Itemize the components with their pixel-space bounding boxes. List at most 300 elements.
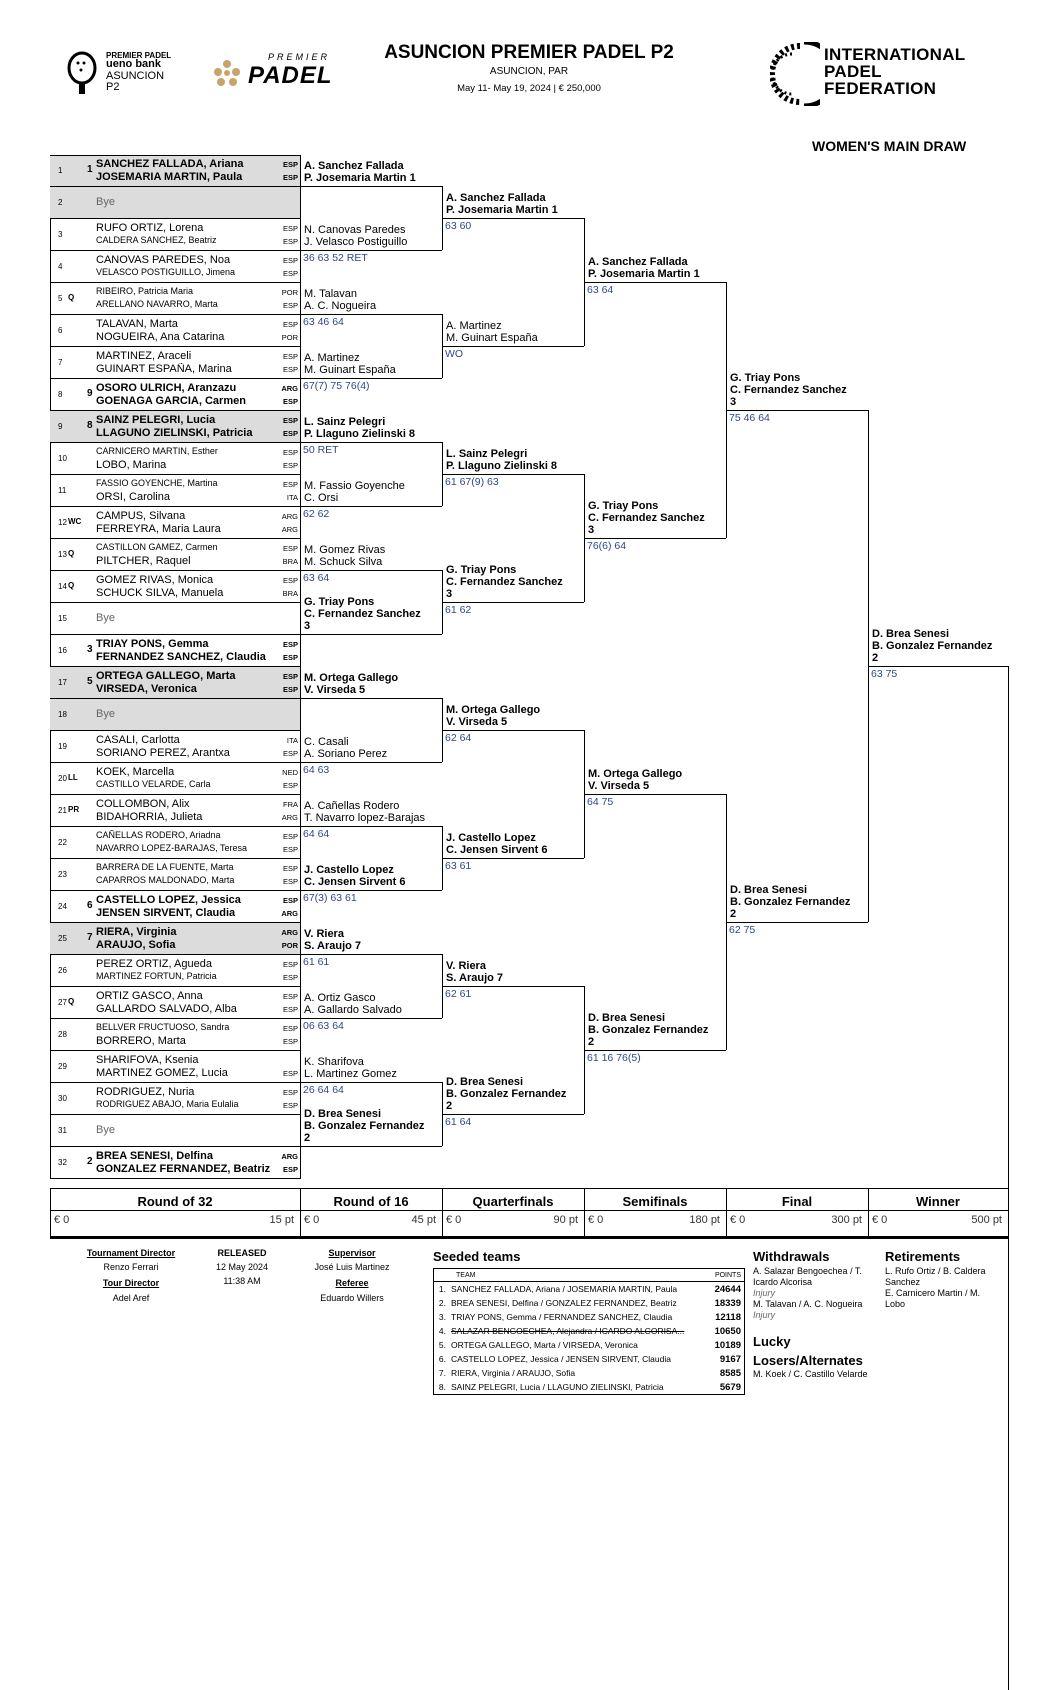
seed-rank: 2. <box>438 1298 446 1308</box>
sf-team-2-seed: 3 <box>588 524 595 536</box>
player-1-name: RUFO ORTIZ, Lorena <box>96 222 204 234</box>
r1-connector-11 <box>300 795 301 859</box>
seeded-teams-table <box>433 1268 745 1395</box>
r16-score-3: 63 46 64 <box>303 316 344 328</box>
qf-line-8 <box>442 1114 584 1115</box>
sf-line-1 <box>584 282 726 283</box>
r1-connector-8 <box>300 603 301 667</box>
qf-team-8-player-b: B. Gonzalez Fernandez <box>446 1088 567 1100</box>
player-2-name: GUINART ESPAÑA, Marina <box>96 363 232 375</box>
points-round-3: Quarterfinals <box>472 1194 554 1209</box>
ranking-points-2: 45 pt <box>411 1214 436 1226</box>
sf-team-3-player-a: M. Ortega Gallego <box>588 768 683 780</box>
draw-position-number: 9 <box>58 422 63 431</box>
draw-line-16 <box>50 635 300 667</box>
r16-team-2-player-a: N. Canovas Paredes <box>304 224 406 236</box>
player-1-nation: ESP <box>282 320 298 329</box>
r16-team-8-player-a: G. Triay Pons <box>304 596 375 608</box>
player-2-name: ARELLANO NAVARRO, Marta <box>96 299 218 309</box>
logo-line-1: PREMIER PADEL <box>106 51 172 60</box>
player-2-nation: ITA <box>286 493 298 502</box>
sf-team-4-player-b: B. Gonzalez Fernandez <box>588 1024 709 1036</box>
draw-line-17 <box>50 667 300 699</box>
qf-line-6 <box>442 858 584 859</box>
r1-connector-16 <box>300 1115 301 1179</box>
r16-team-7-player-b: M. Schuck Silva <box>304 556 383 568</box>
player-1-nation: ESP <box>282 896 298 905</box>
r16-score-5: 50 RET <box>303 444 339 456</box>
round1-top-border <box>50 155 300 156</box>
points-mid-border <box>50 1210 1008 1211</box>
qf-score-2: WO <box>445 348 464 360</box>
sf-score-1: 63 64 <box>587 284 614 296</box>
seeded-team-row <box>434 1352 744 1366</box>
seeded-teams-header: TEAM POINTS <box>434 1269 744 1282</box>
draw-position-number: 22 <box>58 838 67 847</box>
seed-rank: 1. <box>438 1284 446 1294</box>
seed-number: 8 <box>87 420 93 431</box>
draw-line-13 <box>50 539 300 571</box>
draw-line-11 <box>50 475 300 507</box>
logo-line-2: ueno bank <box>106 58 162 70</box>
draw-line-10 <box>50 443 300 475</box>
draw-line-24 <box>50 891 300 923</box>
final-team-1-player-b: C. Fernandez Sanchez <box>730 384 847 396</box>
r16-score-6: 62 62 <box>303 508 330 520</box>
points-divider-5 <box>868 1188 869 1236</box>
seed-rank: 3. <box>438 1312 446 1322</box>
seed-number: 9 <box>87 388 93 399</box>
draw-position-number: 26 <box>58 966 67 975</box>
r16-team-1-player-b: P. Josemaria Martin 1 <box>304 172 416 184</box>
draw-line-1 <box>50 155 300 187</box>
points-round-4: Semifinals <box>622 1194 688 1209</box>
seeded-team-row <box>434 1366 744 1380</box>
r1-connector-1 <box>300 155 301 219</box>
seeded-team-row <box>434 1324 744 1338</box>
qf-team-8-player-a: D. Brea Senesi <box>446 1076 524 1088</box>
points-divider-2 <box>442 1188 443 1236</box>
released-date: 12 May 2024 <box>215 1262 269 1272</box>
player-1-nation: POR <box>281 288 298 297</box>
entry-tag: WC <box>68 517 82 526</box>
final-line-2 <box>726 922 868 923</box>
r16-score-11: 64 64 <box>303 828 330 840</box>
lucky-losers-title: Lucky Losers/Alternates <box>753 1334 863 1368</box>
draw-position-number: 23 <box>58 870 67 879</box>
player-2-name: ORSI, Carolina <box>96 491 170 503</box>
player-2-name: JENSEN SIRVENT, Claudia <box>96 907 236 919</box>
r16-line-1 <box>300 186 442 187</box>
seed-team-names: BREA SENESI, Delfina / GONZALEZ FERNANDEZ, Beatriz <box>451 1298 677 1308</box>
r16-team-2-player-b: J. Velasco Postiguillo <box>304 236 408 248</box>
ipf-logo-icon <box>770 42 820 106</box>
seed-number: 2 <box>87 1156 93 1167</box>
r16-score-2: 36 63 52 RET <box>303 252 368 264</box>
ipf-logo-text: INTERNATIONAL PADEL FEDERATION <box>824 45 966 98</box>
player-2-name: MARTINEZ GOMEZ, Lucia <box>96 1067 228 1079</box>
player-2-nation: ESP <box>282 237 298 246</box>
sf-team-2-player-a: G. Triay Pons <box>588 500 659 512</box>
player-2-name: CASTILLO VELARDE, Carla <box>96 779 211 789</box>
r1-connector-12 <box>300 859 301 923</box>
qf-line-5 <box>442 730 584 731</box>
tour-director-name: Adel Aref <box>112 1293 150 1303</box>
player-2-nation: ESP <box>282 1165 298 1174</box>
prize-money-3: € 0 <box>446 1214 462 1226</box>
player-2-nation: ESP <box>282 973 298 982</box>
player-1-name: RIERA, Virginia <box>96 926 177 938</box>
player-1-name: SHARIFOVA, Ksenia <box>96 1054 199 1066</box>
player-1-name: CASTELLO LOPEZ, Jessica <box>96 894 241 906</box>
qf-line-1 <box>442 218 584 219</box>
sf-team-2-player-b: C. Fernandez Sanchez <box>588 512 705 524</box>
winner-team-1-player-a: D. Brea Senesi <box>872 628 950 640</box>
seed-rank: 6. <box>438 1354 446 1364</box>
player-1-nation: ESP <box>282 672 298 681</box>
r1-connector-14 <box>300 987 301 1051</box>
player-2-nation: ESP <box>282 397 298 406</box>
player-1-nation: ESP <box>282 224 298 233</box>
final-score-1: 75 46 64 <box>729 412 770 424</box>
qf-team-2-player-a: A. Martinez <box>446 320 502 332</box>
qf-team-5-player-a: M. Ortega Gallego <box>446 704 541 716</box>
r16-team-4-player-a: A. Martinez <box>304 352 360 364</box>
r16-team-9-player-b: V. Virseda 5 <box>304 684 366 696</box>
sf-line-2 <box>584 538 726 539</box>
seed-number: 1 <box>87 164 93 175</box>
prize-money-4: € 0 <box>588 1214 604 1226</box>
qf-team-7-player-a: V. Riera <box>446 960 486 972</box>
seed-points: 12118 <box>715 1311 741 1323</box>
r16-score-13: 61 61 <box>303 956 330 968</box>
draw-position-number: 17 <box>58 678 67 687</box>
player-2-nation: ESP <box>282 1037 298 1046</box>
draw-line-26 <box>50 955 300 987</box>
player-2-nation: ESP <box>282 365 298 374</box>
player-1-nation: ESP <box>282 448 298 457</box>
qf-team-1-player-b: P. Josemaria Martin 1 <box>446 204 558 216</box>
player-2-name: VELASCO POSTIGUILLO, Jimena <box>96 267 236 277</box>
player-2-name: PILTCHER, Raquel <box>96 555 191 567</box>
player-1-name: CASTILLON GAMEZ, Carmen <box>96 542 218 552</box>
player-2-nation: ARG <box>281 525 298 534</box>
r16-team-1-player-a: A. Sanchez Fallada <box>304 160 404 172</box>
r1-connector-2 <box>300 219 301 283</box>
player-2-name: VIRSEDA, Veronica <box>96 683 197 695</box>
r16-line-13 <box>300 954 442 955</box>
player-2-name: GOENAGA GARCIA, Carmen <box>96 395 246 407</box>
tournament-director-label: Tournament Director <box>86 1248 176 1258</box>
player-2-nation: BRA <box>282 589 298 598</box>
seed-rank: 4. <box>438 1326 446 1336</box>
r16-team-6-player-b: C. Orsi <box>304 492 339 504</box>
entry-tag: Q <box>68 581 75 590</box>
r16-team-7-player-a: M. Gomez Rivas <box>304 544 386 556</box>
points-top-border <box>50 1188 1008 1189</box>
seed-number: 5 <box>87 676 93 687</box>
final-score-2: 62 75 <box>729 924 756 936</box>
r16-line-7 <box>300 570 442 571</box>
player-1-nation: ARG <box>281 1152 298 1161</box>
draw-position-number: 1 <box>58 166 63 175</box>
draw-line-30 <box>50 1083 300 1115</box>
r1-connector-4 <box>300 347 301 411</box>
sf-team-3-player-b: V. Virseda 5 <box>588 780 650 792</box>
player-2-nation: ESP <box>282 269 298 278</box>
player-2-nation: ESP <box>282 429 298 438</box>
seed-points: 5679 <box>719 1381 741 1393</box>
seed-number: 7 <box>87 932 93 943</box>
points-divider-3 <box>584 1188 585 1236</box>
player-2-name: GALLARDO SALVADO, Alba <box>96 1003 237 1015</box>
player-1-name: PEREZ ORTIZ, Agueda <box>96 958 212 970</box>
seeded-team-row <box>434 1380 744 1394</box>
player-2-nation: ESP <box>282 685 298 694</box>
qf-team-4-seed: 3 <box>446 588 453 600</box>
qf-team-8-seed: 2 <box>446 1100 453 1112</box>
r1-connector-15 <box>300 1051 301 1115</box>
player-1-name: TALAVAN, Marta <box>96 318 178 330</box>
player-2-name: FERNANDEZ SANCHEZ, Claudia <box>96 651 266 663</box>
r1-connector-13 <box>300 923 301 987</box>
player-1-nation: ARG <box>281 928 298 937</box>
r16-team-6-player-a: M. Fassio Goyenche <box>304 480 405 492</box>
r1-connector-5 <box>300 411 301 475</box>
r16-team-14-player-b: A. Gallardo Salvado <box>304 1004 402 1016</box>
player-2-name: BORRERO, Marta <box>96 1035 186 1047</box>
sf-team-1-player-b: P. Josemaria Martin 1 <box>588 268 700 280</box>
player-2-name: LOBO, Marina <box>96 459 167 471</box>
winner-team-1-player-b: B. Gonzalez Fernandez <box>872 640 993 652</box>
r1-connector-10 <box>300 731 301 795</box>
player-1-name: CASALI, Carlotta <box>96 734 180 746</box>
player-2-name: ARAUJO, Sofia <box>96 939 176 951</box>
draw-position-number: 12 <box>58 518 67 527</box>
r16-team-5-player-b: P. Llaguno Zielinski 8 <box>304 428 416 440</box>
player-1-name: ORTEGA GALLEGO, Marta <box>96 670 236 682</box>
draw-position-number: 28 <box>58 1030 67 1039</box>
player-1-name: TRIAY PONS, Gemma <box>96 638 209 650</box>
r16-team-3-player-b: A. C. Nogueira <box>304 300 377 312</box>
draw-position-number: 13 <box>58 550 67 559</box>
player-2-name: SCHUCK SILVA, Manuela <box>96 587 224 599</box>
draw-position-number: 15 <box>58 614 67 623</box>
r16-score-12: 67(3) 63 61 <box>303 892 357 904</box>
player-2-nation: ARG <box>281 909 298 918</box>
r16-score-15: 26 64 64 <box>303 1084 344 1096</box>
tournament-director-name: Renzo Ferrari <box>103 1262 159 1272</box>
draw-position-number: 2 <box>58 198 63 207</box>
sf-line-4 <box>584 1050 726 1051</box>
r1-connector-3 <box>300 283 301 347</box>
prize-money-6: € 0 <box>872 1214 888 1226</box>
player-2-nation: ESP <box>282 461 298 470</box>
r1-connector-9 <box>300 667 301 731</box>
player-1-name: CARNICERO MARTIN, Esther <box>96 446 218 456</box>
player-2-nation: ESP <box>282 781 298 790</box>
sf-score-3: 64 75 <box>587 796 614 808</box>
qf-score-5: 62 64 <box>445 732 472 744</box>
player-1-nation: ESP <box>282 832 298 841</box>
player-2-name: RODRIGUEZ ABAJO, Maria Eulalia <box>96 1099 239 1109</box>
player-1-nation: ESP <box>282 416 298 425</box>
draw-line-15 <box>50 603 300 635</box>
player-2-name: MARTINEZ FORTUN, Patricia <box>96 971 217 981</box>
qf-line-4 <box>442 602 584 603</box>
player-1-name: SAINZ PELEGRI, Lucia <box>96 414 216 426</box>
player-2-nation: ESP <box>282 1101 298 1110</box>
player-1-nation: ESP <box>282 1088 298 1097</box>
qf-team-1-player-a: A. Sanchez Fallada <box>446 192 546 204</box>
r16-score-4: 67(7) 75 76(4) <box>303 380 370 392</box>
player-2-name: LLAGUNO ZIELINSKI, Patricia <box>96 427 253 439</box>
draw-position-number: 27 <box>58 998 67 1007</box>
draw-line-27 <box>50 987 300 1019</box>
draw-position-number: 25 <box>58 934 67 943</box>
logo-premier-text: PREMIER <box>268 52 331 62</box>
seed-rank: 7. <box>438 1368 446 1378</box>
r16-line-2 <box>300 250 442 251</box>
seed-team-names: ORTEGA GALLEGO, Marta / VIRSEDA, Veronica <box>451 1340 638 1350</box>
player-1-nation: ARG <box>281 512 298 521</box>
r16-team-9-player-a: M. Ortega Gallego <box>304 672 399 684</box>
retirements-title: Retirements <box>885 1249 961 1264</box>
player-1-name: SANCHEZ FALLADA, Ariana <box>96 158 244 170</box>
lucky-loser-1: M. Koek / C. Castillo Velarde <box>753 1369 868 1379</box>
draw-line-31 <box>50 1115 300 1147</box>
player-1-nation: ESP <box>282 352 298 361</box>
draw-line-18 <box>50 699 300 731</box>
player-1-name: CANOVAS PAREDES, Noa <box>96 254 231 266</box>
draw-line-20 <box>50 763 300 795</box>
r16-team-10-player-a: C. Casali <box>304 736 349 748</box>
ranking-points-6: 500 pt <box>971 1214 1002 1226</box>
seed-team-names: CASTELLO LOPEZ, Jessica / JENSEN SIRVENT, Claudia <box>451 1354 671 1364</box>
player-1-name: OSORO ULRICH, Aranzazu <box>96 382 237 394</box>
draw-position-number: 29 <box>58 1062 67 1071</box>
seeded-teams-title: Seeded teams <box>433 1249 521 1264</box>
r16-team-16-seed: 2 <box>304 1132 311 1144</box>
r16-line-15 <box>300 1082 442 1083</box>
player-1-name: BELLVER FRUCTUOSO, Sandra <box>96 1022 230 1032</box>
entry-tag: LL <box>68 773 78 782</box>
seed-points: 10189 <box>714 1339 741 1351</box>
seed-team-names: TRIAY PONS, Gemma / FERNANDEZ SANCHEZ, Claudia <box>451 1312 673 1322</box>
draw-line-29 <box>50 1051 300 1083</box>
draw-position-number: 10 <box>58 454 67 463</box>
player-1-nation: ESP <box>282 160 298 169</box>
ranking-points-4: 180 pt <box>689 1214 720 1226</box>
player-2-nation: POR <box>281 941 298 950</box>
supervisor-name: José Luis Martinez <box>314 1262 390 1272</box>
player-2-nation: ESP <box>282 301 298 310</box>
bye-label: Bye <box>96 612 115 624</box>
r16-team-4-player-b: M. Guinart España <box>304 364 396 376</box>
seed-team-names: SAINZ PELEGRI, Lucia / LLAGUNO ZIELINSKI, Patricia <box>451 1382 664 1392</box>
sf-team-4-seed: 2 <box>588 1036 595 1048</box>
player-2-nation: ESP <box>282 845 298 854</box>
draw-position-number: 30 <box>58 1094 67 1103</box>
seeded-team-row <box>434 1310 744 1324</box>
r16-team-13-player-b: S. Araujo 7 <box>304 940 362 952</box>
r16-line-14 <box>300 1018 442 1019</box>
qf-score-4: 61 62 <box>445 604 472 616</box>
entry-tag: Q <box>68 293 75 302</box>
r16-line-5 <box>300 442 442 443</box>
tour-director-label: Tour Director <box>102 1278 160 1288</box>
qf-team-7-player-b: S. Araujo 7 <box>446 972 504 984</box>
draw-position-number: 8 <box>58 390 63 399</box>
seed-rank: 8. <box>438 1382 446 1392</box>
r16-team-8-player-b: C. Fernandez Sanchez <box>304 608 421 620</box>
player-2-name: NAVARRO LOPEZ-BARAJAS, Teresa <box>96 843 248 853</box>
final-team-1-player-a: G. Triay Pons <box>730 372 801 384</box>
r16-team-14-player-a: A. Ortiz Gasco <box>304 992 376 1004</box>
draw-position-number: 19 <box>58 742 67 751</box>
r16-score-14: 06 63 64 <box>303 1020 344 1032</box>
r16-team-5-player-a: L. Sainz Pelegri <box>304 416 386 428</box>
r16-team-15-player-b: L. Martinez Gomez <box>304 1068 397 1080</box>
qf-team-4-player-b: C. Fernandez Sanchez <box>446 576 563 588</box>
r16-team-10-player-b: A. Soriano Perez <box>304 748 388 760</box>
draw-position-number: 16 <box>58 646 67 655</box>
logo-line-3: ASUNCION <box>106 70 165 82</box>
draw-position-number: 7 <box>58 358 63 367</box>
r1-connector-6 <box>300 475 301 539</box>
points-divider-1 <box>300 1188 301 1236</box>
seed-number: 3 <box>87 644 93 655</box>
draw-position-number: 5 <box>58 294 63 303</box>
tournament-location: ASUNCION, PAR <box>489 66 569 77</box>
draw-line-21 <box>50 795 300 827</box>
r16-line-3 <box>300 314 442 315</box>
ranking-points-1: 15 pt <box>269 1214 294 1226</box>
player-1-name: CAÑELLAS RODERO, Ariadna <box>96 830 221 840</box>
player-1-name: GOMEZ RIVAS, Monica <box>96 574 214 586</box>
bye-label: Bye <box>96 1124 115 1136</box>
points-round-6: Winner <box>916 1194 960 1209</box>
player-1-name: MARTINEZ, Araceli <box>96 350 192 362</box>
draw-position-number: 4 <box>58 262 63 271</box>
player-1-nation: ESP <box>282 864 298 873</box>
player-2-nation: ESP <box>282 749 298 758</box>
draw-line-23 <box>50 859 300 891</box>
entry-tag: PR <box>68 805 80 814</box>
player-2-nation: POR <box>281 333 298 342</box>
sf-team-4-player-a: D. Brea Senesi <box>588 1012 666 1024</box>
r16-team-12-player-b: C. Jensen Sirvent 6 <box>304 876 406 888</box>
draw-line-12 <box>50 507 300 539</box>
draw-position-number: 11 <box>58 486 67 495</box>
qf-team-3-player-a: L. Sainz Pelegri <box>446 448 528 460</box>
seed-points: 8585 <box>719 1367 741 1379</box>
released-label: RELEASED <box>217 1248 267 1258</box>
seed-team-names: SANCHEZ FALLADA, Ariana / JOSEMARIA MARTIN, Paula <box>451 1284 678 1294</box>
seed-number: 6 <box>87 900 93 911</box>
player-2-nation: ESP <box>282 877 298 886</box>
r16-team-15-player-a: K. Sharifova <box>304 1056 364 1068</box>
winner-line-1 <box>868 666 1008 667</box>
player-2-name: CALDERA SANCHEZ, Beatriz <box>96 235 217 245</box>
player-2-name: NOGUEIRA, Ana Catarina <box>96 331 225 343</box>
r16-line-12 <box>300 890 442 891</box>
player-1-nation: ARG <box>281 384 298 393</box>
player-1-nation: ESP <box>282 544 298 553</box>
draw-line-7 <box>50 347 300 379</box>
r16-team-11-player-a: A. Cañellas Rodero <box>304 800 400 812</box>
r16-team-16-player-b: B. Gonzalez Fernandez <box>304 1120 425 1132</box>
